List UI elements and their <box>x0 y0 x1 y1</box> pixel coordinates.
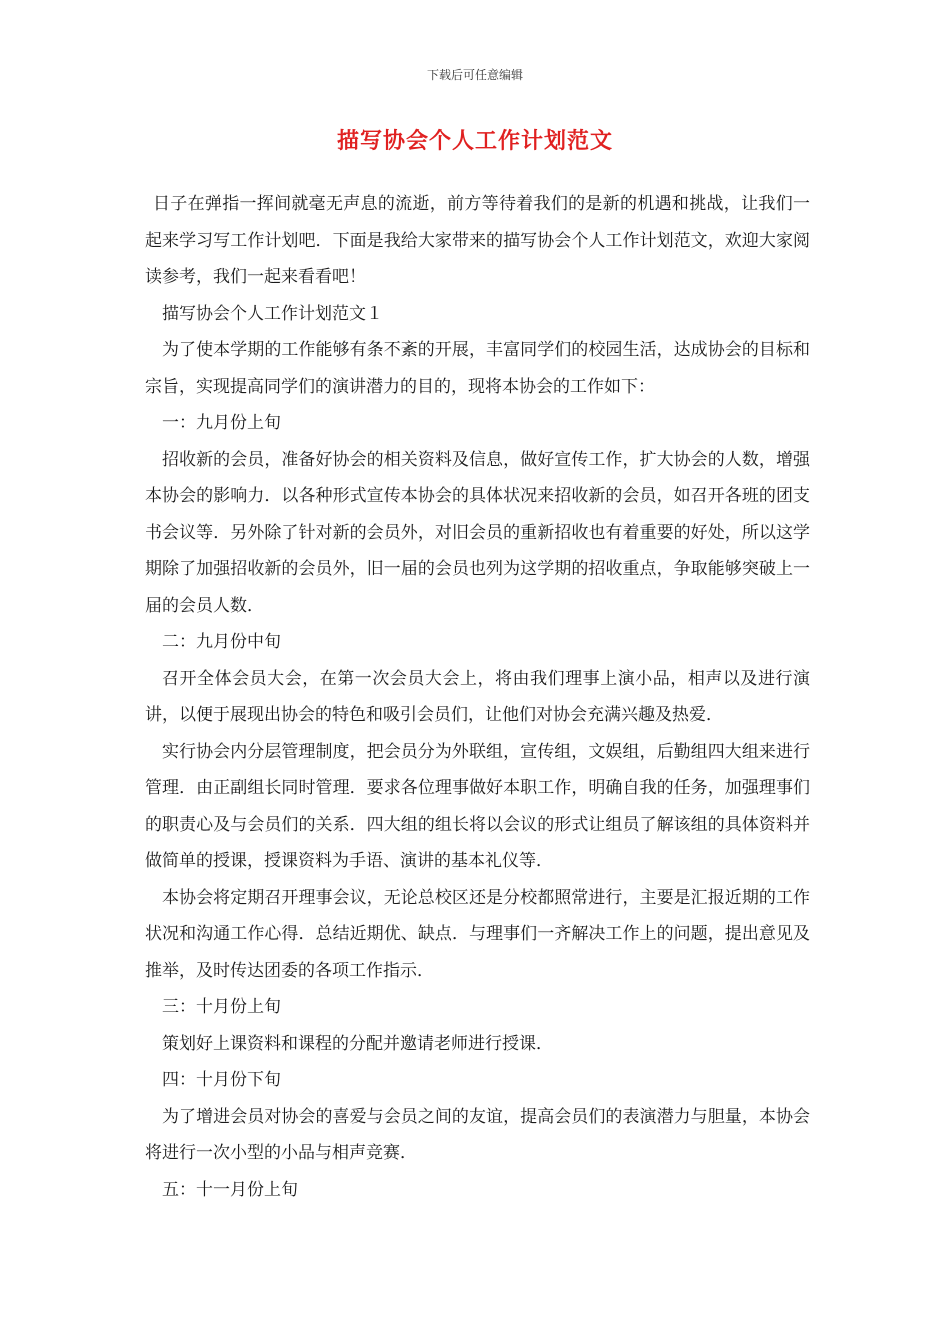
document-title: 描写协会个人工作计划范文 <box>336 128 613 154</box>
paragraph-intro: 日子在弹指一挥间就毫无声息的流逝，前方等待着我们的是新的机遇和挑战，让我们一起来学习写工作计划吧．下面是我给大家带来的描写协会个人工作计划范文，欢迎大家阅读参考，我们一起来看看吧！ <box>145 194 810 287</box>
paragraph: 为了使本学期的工作能够有条不紊的开展，丰富同学们的校园生活，达成协会的目标和宗旨，实现提高同学们的演讲潜力的目的，现将本协会的工作如下： <box>145 340 810 397</box>
document-body <box>145 186 810 1208</box>
section-heading: 三：十月份上旬 <box>162 997 281 1017</box>
section-heading: 五：十一月份上旬 <box>162 1179 298 1200</box>
section-heading: 二：九月份中旬 <box>162 632 281 652</box>
section-heading: 描写协会个人工作计划范文１ <box>162 303 383 324</box>
paragraph: 为了增进会员对协会的喜爱与会员之间的友谊，提高会员们的表演潜力与胆量，本协会将进行一次小型的小品与相声竞赛． <box>145 1106 810 1163</box>
paragraph: 本协会将定期召开理事会议，无论总校区还是分校都照常进行，主要是汇报近期的工作状况和沟通工作心得．总结近期优、缺点．与理事们一齐解决工作上的问题，提出意见及推举，及时传达团委的各项工作指示． <box>145 887 810 981</box>
section-heading: 一：九月份上旬 <box>162 413 281 433</box>
paragraph: 招收新的会员，准备好协会的相关资料及信息，做好宣传工作，扩大协会的人数，增强本协会的影响力．以各种形式宣传本协会的具体状况来招收新的会员，如召开各班的团支书会议等．另外除了针对新的会员外，对旧会员的重新招收也有着重要的好处，所以这学期除了加强招收新的会员外，旧一届的会员也列为这学期的招收重点，争取能够突破上一届的会员人数． <box>145 449 810 616</box>
section-heading: 四：十月份下旬 <box>162 1070 281 1090</box>
paragraph: 召开全体会员大会，在第一次会员大会上，将由我们理事上演小品，相声以及进行演讲，以便于展现出协会的特色和吸引会员们，让他们对协会充满兴趣及热爱． <box>145 668 810 725</box>
paragraph: 实行协会内分层管理制度，把会员分为外联组，宣传组，文娱组，后勤组四大组来进行管理．由正副组长同时管理．要求各位理事做好本职工作，明确自我的任务，加强理事们的职责心及与会员们的关系．四大组的组长将以会议的形式让组员了解该组的具体资料并做简单的授课，授课资料为手语、演讲的基本礼仪等． <box>145 741 810 871</box>
header-note: 下载后可任意编辑 <box>426 68 523 82</box>
paragraph: 策划好上课资料和课程的分配并邀请老师进行授课． <box>162 1033 553 1054</box>
